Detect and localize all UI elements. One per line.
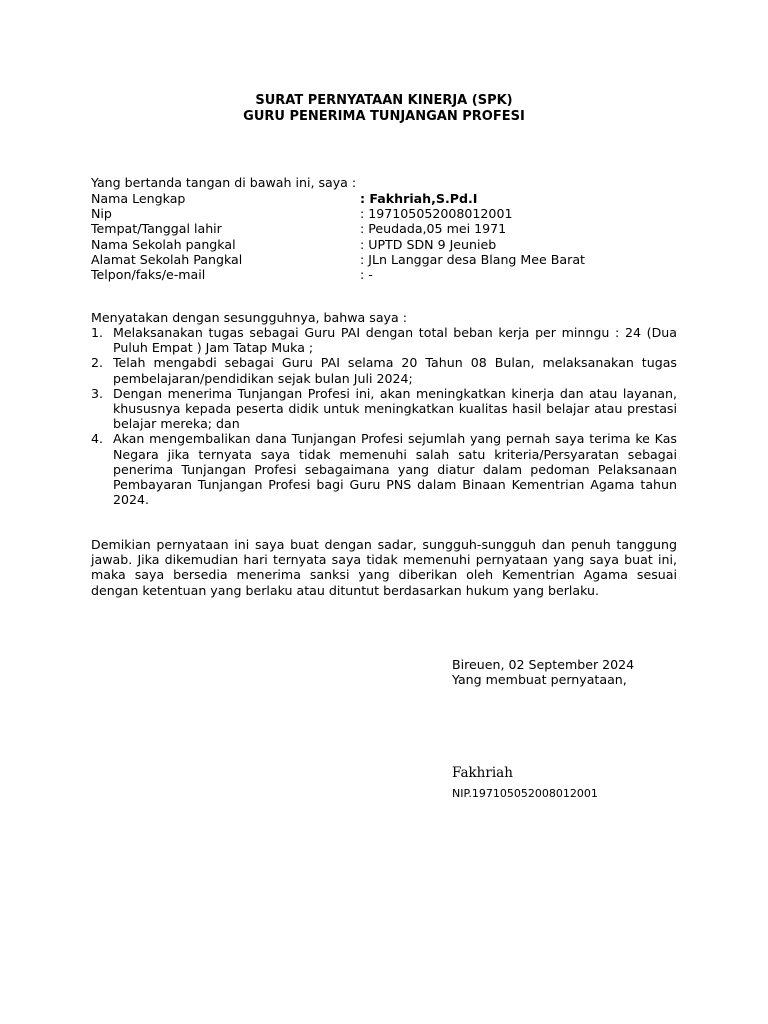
closing-paragraph: Demikian pernyataan ini saya buat dengan sadar, sungguh-sungguh dan penuh tanggung jawab. Jika dikemudian hari ternyata saya tidak memenuhi pernyataan yang saya buat ini, maka saya bersedia menerima sanksi yang diberikan oleh Kementrian Agama sesuai dengan ketentuan yang berlaku atau dituntut berdasarkan hukum yang berlaku. (91, 537, 677, 598)
field-alamat-sekolah (91, 252, 691, 267)
list-item (91, 325, 677, 355)
item-number: 4. (91, 431, 104, 447)
identity-fields (91, 191, 691, 282)
field-nama-sekolah (91, 237, 691, 252)
field-tempat-tanggal-lahir (91, 221, 691, 236)
field-label: Nip (91, 206, 112, 222)
item-text: Dengan menerima Tunjangan Profesi ini, akan meningkatkan kinerja dan atau layanan, khususnya kepada peserta didik untuk meningkatkan kualitas hasil belajar atau prestasi belajar mereka; dan (113, 385, 677, 432)
signer-name: Fakhriah (452, 765, 513, 781)
field-label: Nama Lengkap (91, 191, 186, 206)
title-line-2: GURU PENERIMA TUNJANGAN PROFESI (243, 109, 525, 124)
field-nip (91, 206, 691, 221)
field-nama-lengkap (91, 191, 691, 206)
field-telpon (91, 267, 691, 282)
field-value: : - (360, 266, 373, 282)
field-label: Alamat Sekolah Pangkal (91, 251, 243, 267)
signature-block (452, 657, 634, 687)
item-number: 3. (91, 385, 104, 401)
signer-role: Yang membuat pernyataan, (452, 672, 627, 688)
field-label: Telpon/faks/e-mail (91, 266, 206, 282)
statement-list (91, 325, 677, 507)
list-item (91, 386, 677, 432)
field-value: : JLn Langgar desa Blang Mee Barat (360, 251, 585, 267)
field-label: Tempat/Tanggal lahir (91, 221, 222, 237)
field-value: : Fakhriah,S.Pd.I (360, 191, 478, 206)
declaration-intro: Menyatakan dengan sesungguhnya, bahwa saya : (91, 310, 407, 325)
list-item (91, 355, 677, 385)
item-text: Akan mengembalikan dana Tunjangan Profesi sejumlah yang pernah saya terima ke Kas Negara jika ternyata saya tidak memenuhi salah satu kriteria/Persyaratan sebagai penerima Tunjangan Profesi sebagaimana yang diatur dalam pedoman Pelaksanaan Pembayaran Tunjangan Profesi bagi Guru PNS dalam Binaan Kementrian Agama tahun 2024. (113, 431, 677, 508)
item-text: Telah mengabdi sebagai Guru PAI selama 20 Tahun 08 Bulan, melaksanakan tugas pembelajaran/pendidikan sejak bulan Juli 2024; (113, 355, 677, 386)
item-number: 2. (91, 355, 104, 371)
field-value: : UPTD SDN 9 Jeunieb (360, 236, 497, 252)
field-value: : 197105052008012001 (360, 206, 513, 222)
item-number: 1. (91, 325, 104, 340)
title-line-1: SURAT PERNYATAAN KINERJA (SPK) (255, 93, 513, 108)
place-date: Bireuen, 02 September 2024 (452, 657, 635, 672)
signer-nip: NIP.197105052008012001 (452, 787, 598, 800)
document-title (0, 93, 768, 125)
intro-text: Yang bertanda tangan di bawah ini, saya : (91, 175, 357, 190)
field-value: : Peudada,05 mei 1971 (360, 221, 507, 237)
list-item (91, 431, 677, 507)
field-label: Nama Sekolah pangkal (91, 236, 236, 252)
item-text: Melaksanakan tugas sebagai Guru PAI dengan total beban kerja per minngu : 24 (Dua Puluh Empat ) Jam Tatap Muka ; (113, 325, 677, 356)
